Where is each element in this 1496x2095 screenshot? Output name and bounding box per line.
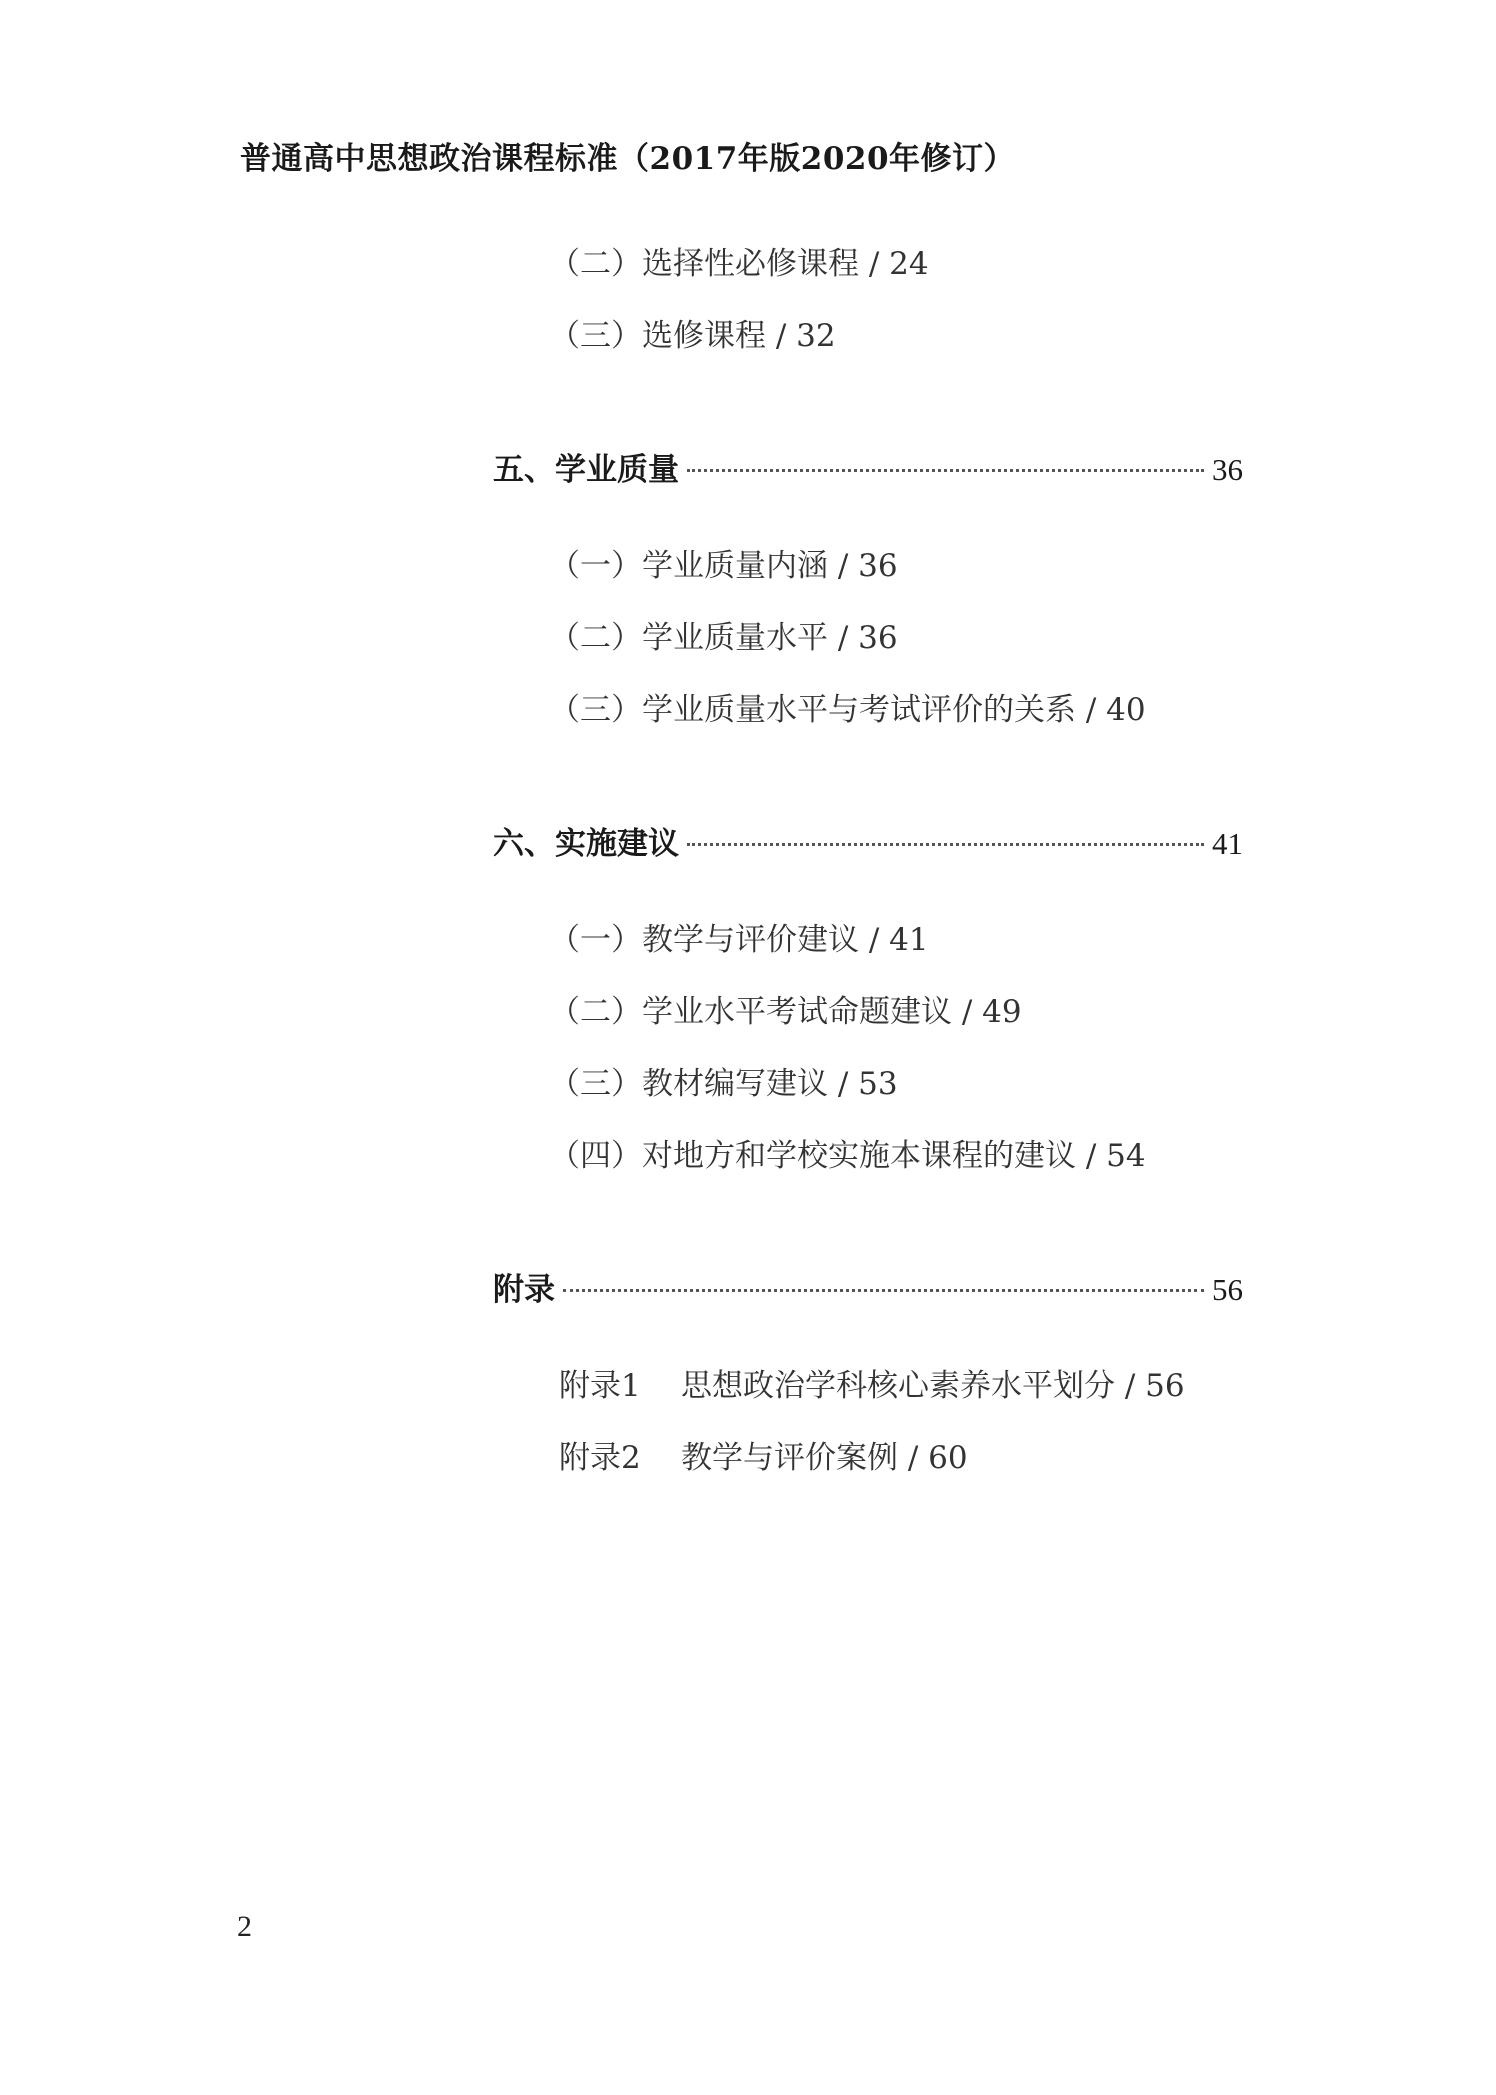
toc-item-appendix-1[interactable] xyxy=(559,1366,1185,1406)
section-page-number: 41 xyxy=(1212,826,1243,861)
toc-item-quality-levels[interactable]: （二）学业质量水平 / 36 xyxy=(549,620,898,656)
toc-item-textbook-writing[interactable]: （三）教材编写建议 / 53 xyxy=(549,1066,898,1102)
appendix-label: 附录2 xyxy=(559,1440,641,1476)
toc-section-appendix[interactable] xyxy=(493,1270,1243,1310)
toc-item-local-school-implementation[interactable]: （四）对地方和学校实施本课程的建议 / 54 xyxy=(549,1138,1146,1174)
section-title: 附录 xyxy=(493,1272,555,1308)
section-page-number: 36 xyxy=(1212,452,1243,487)
appendix-text: 教学与评价案例 / 60 xyxy=(681,1440,968,1476)
toc-section-academic-quality[interactable] xyxy=(493,450,1243,490)
appendix-text: 思想政治学科核心素养水平划分 / 56 xyxy=(681,1368,1185,1404)
dot-leader xyxy=(563,1289,1204,1292)
toc-item-quality-connotation[interactable]: （一）学业质量内涵 / 36 xyxy=(549,548,898,584)
running-header-title: 普通高中思想政治课程标准（2017年版2020年修订） xyxy=(240,141,1016,177)
toc-item-exam-proposition[interactable]: （二）学业水平考试命题建议 / 49 xyxy=(549,994,1022,1030)
section-title: 六、实施建议 xyxy=(493,826,679,862)
toc-section-implementation[interactable] xyxy=(493,824,1243,864)
toc-item-elective-courses[interactable]: （三）选修课程 / 32 xyxy=(549,318,836,354)
section-page-number: 56 xyxy=(1212,1272,1243,1307)
toc-item-teaching-evaluation[interactable]: （一）教学与评价建议 / 41 xyxy=(549,922,929,958)
page-number: 2 xyxy=(237,1910,252,1943)
toc-item-appendix-2[interactable] xyxy=(559,1438,968,1478)
toc-item-elective-required-courses[interactable]: （二）选择性必修课程 / 24 xyxy=(549,246,929,282)
appendix-label: 附录1 xyxy=(559,1368,641,1404)
dot-leader xyxy=(687,843,1204,846)
dot-leader xyxy=(687,469,1204,472)
toc-item-quality-exam-relation[interactable]: （三）学业质量水平与考试评价的关系 / 40 xyxy=(549,692,1146,728)
section-title: 五、学业质量 xyxy=(493,452,679,488)
